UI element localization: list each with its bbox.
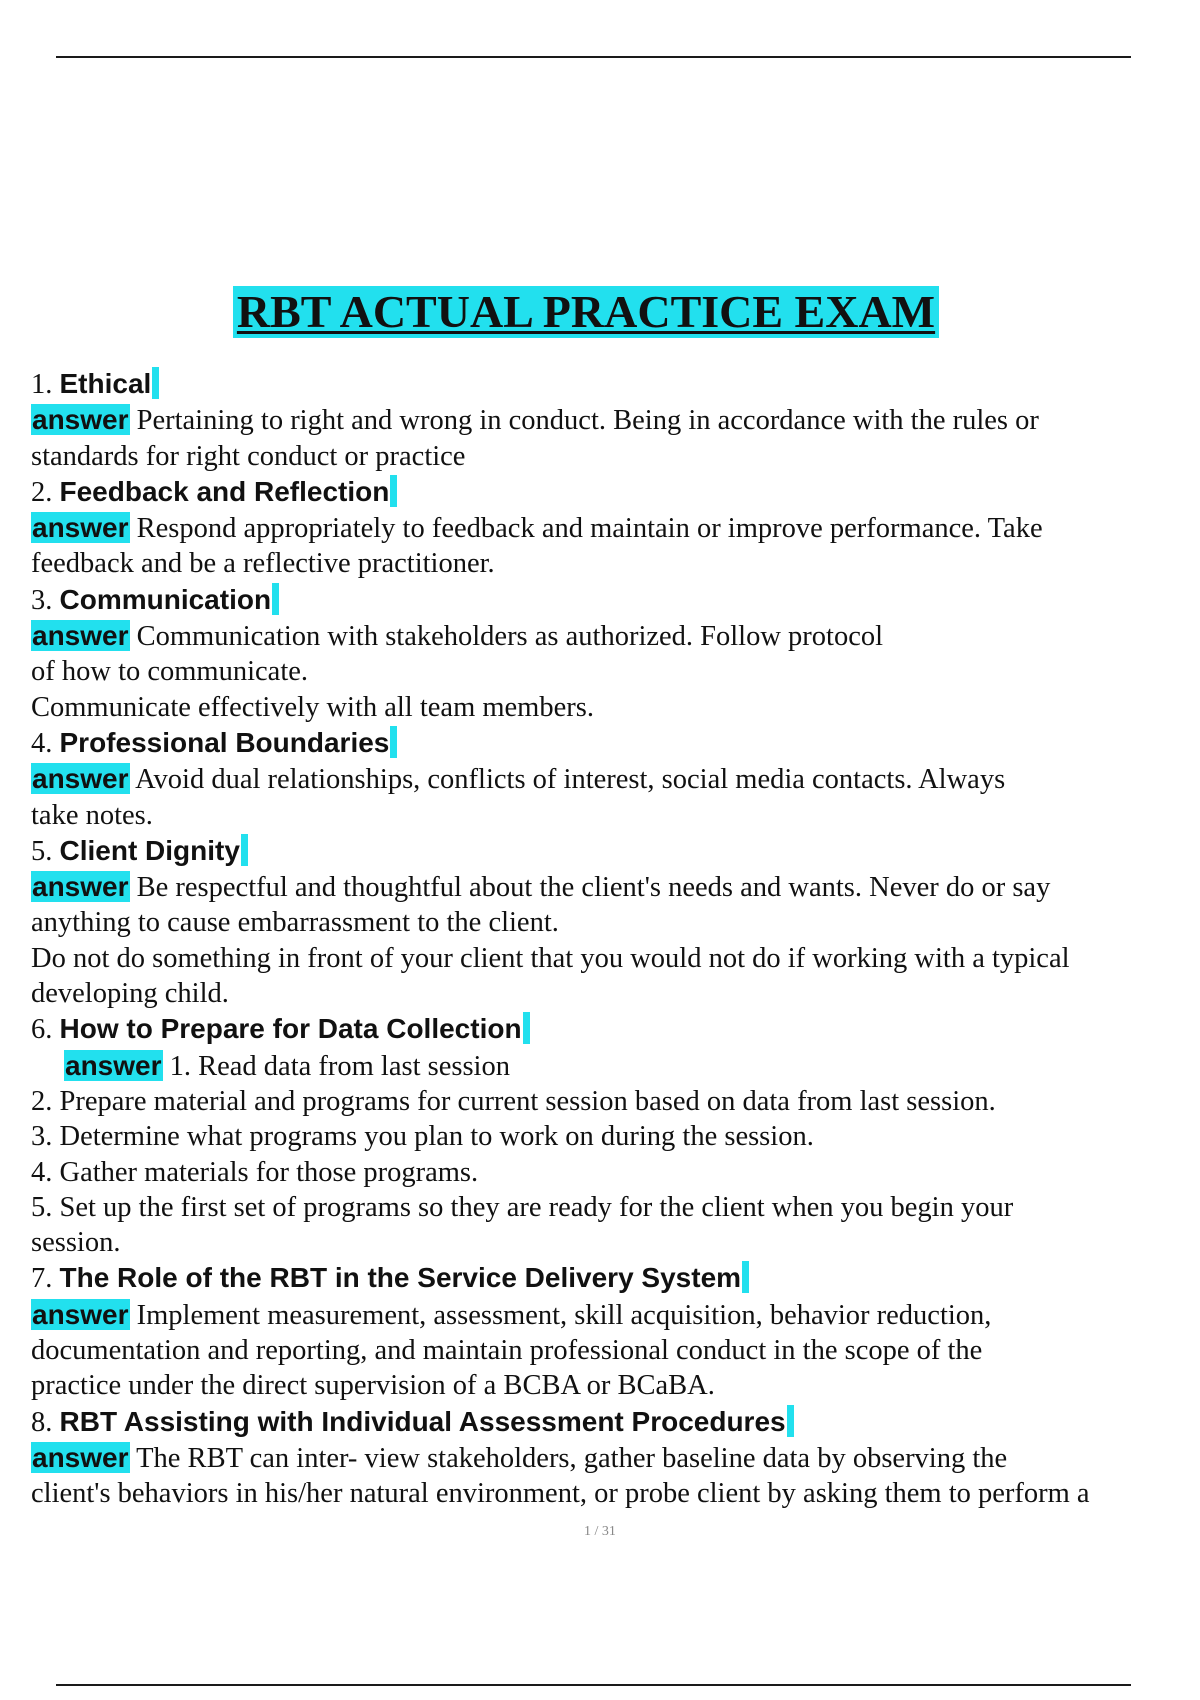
question-number: 2. <box>31 476 53 508</box>
question-title: Professional Boundaries <box>59 726 390 758</box>
answer-line <box>31 869 1191 905</box>
answer-line <box>31 510 1191 546</box>
answer-label: answer <box>32 871 129 903</box>
answer-text: Implement measurement, assessment, skill acquisition, behavior reduction, <box>136 1299 992 1331</box>
question-number: 6. <box>31 1014 53 1046</box>
answer-line <box>31 1048 1191 1084</box>
highlight-marker <box>523 1012 530 1044</box>
question-number: 4. <box>31 727 53 759</box>
answer-line <box>31 761 1191 797</box>
question-heading <box>31 582 1191 618</box>
title-wrap <box>0 286 1200 338</box>
answer-line <box>31 402 1191 438</box>
answer-line <box>31 618 1191 654</box>
top-rule <box>56 56 1131 58</box>
answer-line <box>31 1297 1191 1333</box>
highlight-marker <box>390 475 397 507</box>
answer-line: session. <box>31 1227 121 1259</box>
answer-label: answer <box>32 1298 129 1330</box>
answer-line: Communicate effectively with all team members. <box>31 691 594 723</box>
question-number: 1. <box>31 369 53 400</box>
question-number: 8. <box>31 1406 53 1438</box>
bottom-rule <box>56 1684 1131 1686</box>
question-title: The Role of the RBT in the Service Delivery System <box>59 1262 742 1294</box>
answer-line: feedback and be a reflective practitioner. <box>31 548 495 580</box>
highlight-marker <box>390 726 397 758</box>
answer-line: standards for right conduct or practice <box>31 440 466 472</box>
answer-text: The RBT can inter- view stakeholders, gather baseline data by observing the <box>136 1442 1008 1474</box>
answer-text: Avoid dual relationships, conflicts of interest, social media contacts. Always <box>135 764 1006 796</box>
question-title: How to Prepare for Data Collection <box>59 1013 522 1045</box>
answer-line: client's behaviors in his/her natural environment, or probe client by asking them to perform a <box>31 1478 1090 1510</box>
highlight-marker <box>152 367 159 399</box>
answer-label: answer <box>32 1441 129 1473</box>
answer-line: developing child. <box>31 978 229 1010</box>
answer-line: practice under the direct supervision of a BCBA or BCaBA. <box>31 1370 715 1402</box>
answer-label: answer <box>32 404 129 436</box>
highlight-marker <box>787 1405 794 1437</box>
answer-label: answer <box>32 763 129 795</box>
question-heading <box>31 474 1191 510</box>
question-heading <box>31 725 1191 761</box>
answer-line: 4. Gather materials for those programs. <box>31 1156 479 1188</box>
question-number: 3. <box>31 584 53 616</box>
question-title: Client Dignity <box>59 834 240 866</box>
answer-line <box>31 1440 1191 1476</box>
question-heading <box>31 833 1191 869</box>
answer-text: 1. Read data from last session <box>169 1050 510 1082</box>
question-heading <box>31 1404 1191 1440</box>
answer-line: documentation and reporting, and maintain professional conduct in the scope of the <box>31 1335 983 1367</box>
answer-label: answer <box>32 620 129 652</box>
highlight-marker <box>272 583 279 615</box>
answer-line: 5. Set up the first set of programs so they are ready for the client when you begin your <box>31 1191 1014 1223</box>
answer-text: Communication with stakeholders as authorized. Follow protocol <box>136 621 884 653</box>
answer-label: answer <box>65 1049 162 1081</box>
page-number: 1 / 31 <box>584 1524 616 1539</box>
answer-label: answer <box>32 512 129 544</box>
document-title: RBT ACTUAL PRACTICE EXAM <box>233 286 939 338</box>
question-title: Communication <box>59 583 272 615</box>
question-title: Ethical <box>59 368 152 399</box>
answer-text: Be respectful and thoughtful about the client's needs and wants. Never do or say <box>136 872 1051 904</box>
question-title: Feedback and Reflection <box>59 475 390 507</box>
answer-line: 2. Prepare material and programs for current session based on data from last session. <box>31 1085 996 1117</box>
answer-line: anything to cause embarrassment to the client. <box>31 907 559 939</box>
question-list <box>31 366 1191 1512</box>
answer-line: take notes. <box>31 799 153 831</box>
answer-line: 3. Determine what programs you plan to work on during the session. <box>31 1121 814 1153</box>
answer-text: Pertaining to right and wrong in conduct. Being in accordance with the rules or <box>136 405 1039 437</box>
question-number: 7. <box>31 1263 53 1295</box>
answer-text: Respond appropriately to feedback and maintain or improve performance. Take <box>136 513 1043 545</box>
question-number: 5. <box>31 835 53 867</box>
highlight-marker <box>742 1261 749 1293</box>
highlight-marker <box>241 834 248 866</box>
answer-line: of how to communicate. <box>31 656 309 688</box>
answer-line: Do not do something in front of your client that you would not do if working with a typical <box>31 942 1070 974</box>
question-heading <box>31 366 1191 402</box>
question-heading <box>31 1011 1191 1047</box>
question-heading <box>31 1260 1191 1296</box>
question-title: RBT Assisting with Individual Assessment Procedures <box>59 1405 786 1437</box>
